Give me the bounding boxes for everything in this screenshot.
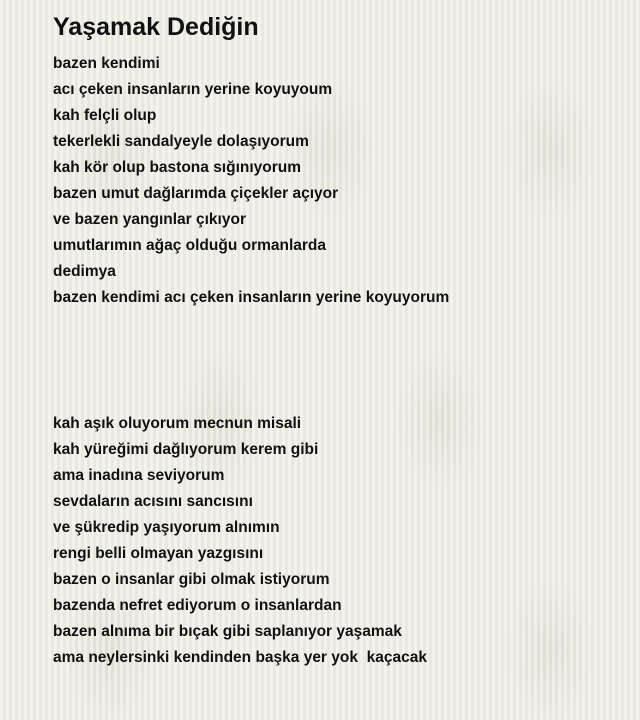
poem-line: rengi belli olmayan yazgısını (53, 545, 264, 562)
poem-line: kah felçli olup (53, 107, 157, 124)
poem-line: acı çeken insanların yerine koyuyoum (53, 81, 333, 98)
poem-title: Yaşamak Dediğin (53, 13, 259, 41)
poem-line: tekerlekli sandalyeyle dolaşıyorum (53, 133, 309, 150)
poem-line: dedimya (53, 263, 116, 280)
poem-line: bazen kendimi (53, 55, 160, 72)
poem (53, 12, 623, 671)
poem-line: bazen umut dağlarımda çiçekler açıyor (53, 185, 339, 202)
poem-line: sevdaların acısını sancısını (53, 493, 253, 510)
poem-line: bazen kendimi acı çeken insanların yerine koyuyorum (53, 289, 450, 306)
poem-line: ama inadına seviyorum (53, 467, 225, 484)
poem-line: ve bazen yangınlar çıkıyor (53, 211, 246, 228)
poem-line: kah kör olup bastona sığınıyorum (53, 159, 302, 176)
stanza-1 (53, 51, 623, 311)
poem-line: bazen o insanlar gibi olmak istiyorum (53, 571, 330, 588)
poem-line: ve şükredip yaşıyorum alnımın (53, 519, 280, 536)
poem-line: kah yüreğimi dağlıyorum kerem gibi (53, 441, 319, 458)
poem-line: ama neylersinki kendinden başka yer yok kaçacak (53, 649, 427, 666)
poem-line: bazenda nefret ediyorum o insanlardan (53, 597, 342, 614)
poem-line: umutlarımın ağaç olduğu ormanlarda (53, 237, 327, 254)
poem-line: bazen alnıma bir bıçak gibi saplanıyor yaşamak (53, 623, 402, 640)
poem-line: kah aşık oluyorum mecnun misali (53, 415, 302, 432)
stanza-2 (53, 411, 623, 671)
